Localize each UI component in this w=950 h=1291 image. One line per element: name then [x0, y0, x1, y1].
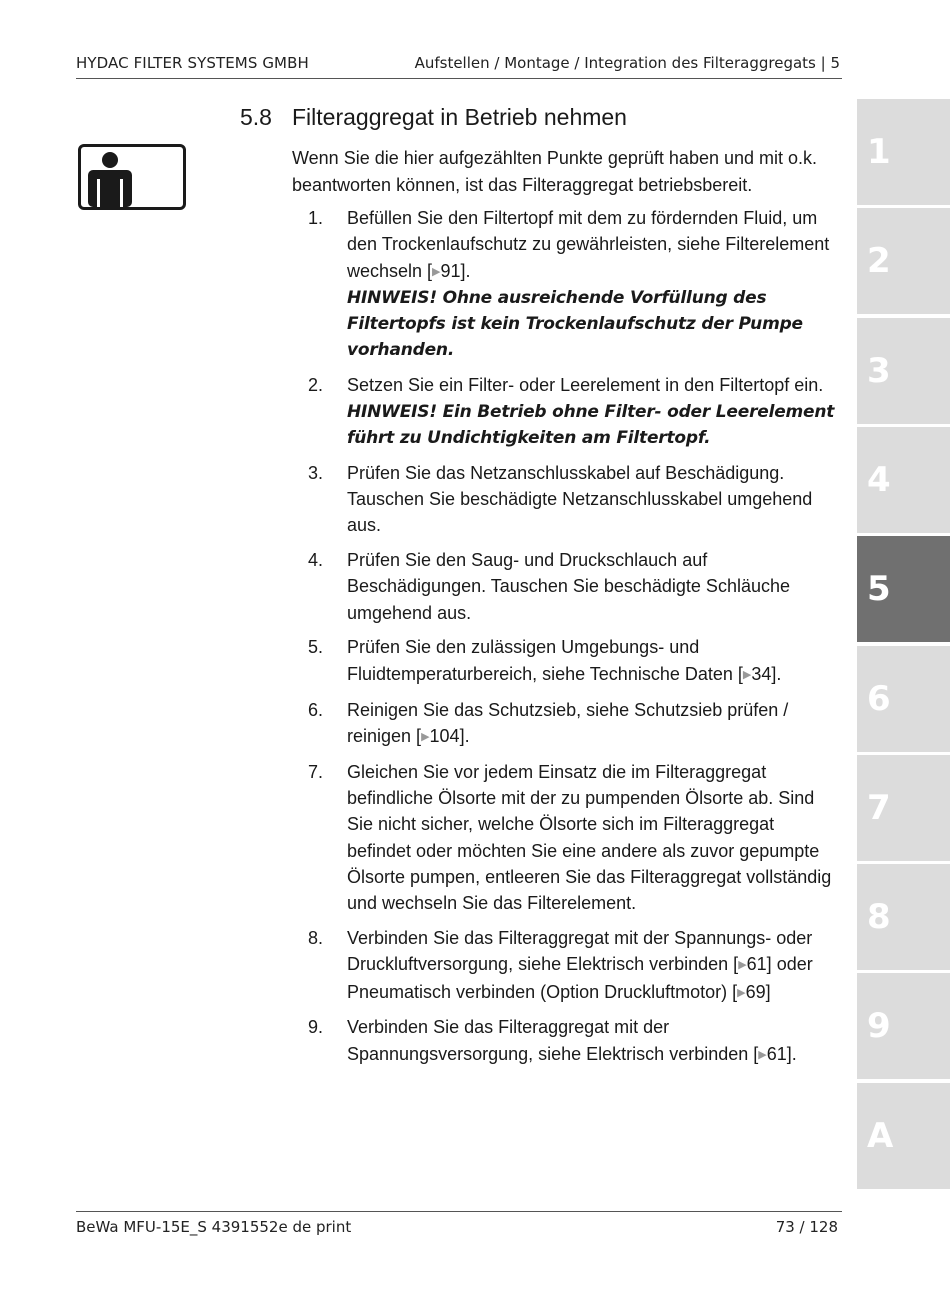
text-segment: oder Pneumatisch verbinden (Option Druckluftmotor) [ — [347, 954, 813, 1002]
warning-note: HINWEIS! Ohne ausreichende Vorfüllung des Filtertopfs ist kein Trockenlaufschutz der Pumpe vorhanden. — [347, 287, 803, 361]
text-segment: Gleichen Sie vor jedem Einsatz die im Filteraggregat befindliche Ölsorte mit der zu pumpenden Ölsorte ab. Sind Sie nicht sicher, welche Ölsorte sich im Filteraggregat befindet oder möchten Sie eine andere als zuvor gepumpte Ölsorte pumpen, entleeren Sie das Filteraggregat vollständig und wechseln Sie das Filterelement. — [347, 761, 832, 914]
cross-reference-link[interactable]: 69] — [745, 981, 771, 1002]
cross-reference-link[interactable]: 61] — [746, 954, 772, 975]
text-segment: Prüfen Sie den zulässigen Umgebungs- und Fluidtemperaturbereich, siehe Technische Daten [ — [347, 637, 743, 684]
list-item-number: 1. — [308, 208, 324, 228]
list-item — [308, 1014, 843, 1068]
list-item-text — [347, 1014, 843, 1068]
list-item-text — [347, 634, 843, 688]
list-item — [308, 547, 843, 626]
cross-reference-link[interactable]: 91] — [440, 260, 466, 281]
list-item — [308, 634, 843, 688]
list-item-text — [347, 205, 843, 285]
header-company: HYDAC FILTER SYSTEMS GMBH — [76, 54, 309, 72]
warning-note: HINWEIS! Ein Betrieb ohne Filter- oder Leerelement führt zu Undichtigkeiten am Filtertopf. — [347, 401, 835, 448]
qualified-person-icon — [78, 144, 186, 210]
chapter-tab-5[interactable]: 5 — [857, 536, 950, 642]
cross-reference-arrow-icon: ▶ — [742, 668, 752, 681]
list-item-text — [347, 547, 843, 626]
chapter-tab-3[interactable]: 3 — [857, 318, 950, 424]
list-item — [308, 205, 843, 364]
steps-list — [308, 205, 843, 1076]
text-segment: Reinigen Sie das Schutzsieb, siehe Schutzsieb prüfen / reinigen [ — [347, 699, 789, 746]
list-item-number: 9. — [308, 1017, 324, 1038]
chapter-tab-4[interactable]: 4 — [857, 427, 950, 533]
chapter-tab-1[interactable]: 1 — [857, 99, 950, 205]
list-item-text — [347, 925, 843, 1006]
cross-reference-link[interactable]: 61] — [766, 1043, 792, 1064]
list-item-text — [347, 372, 843, 398]
header-chapter: Aufstellen / Montage / Integration des Filteraggregats | 5 — [414, 54, 840, 72]
cross-reference-arrow-icon: ▶ — [738, 959, 747, 972]
cross-reference-arrow-icon: ▶ — [737, 986, 746, 999]
text-segment: Prüfen Sie den Saug- und Druckschlauch auf Beschädigungen. Tauschen Sie beschädigte Schläuche umgehend aus. — [347, 550, 790, 623]
list-item — [308, 460, 843, 539]
list-item-number: 2. — [308, 375, 324, 396]
chapter-tab-6[interactable]: 6 — [857, 646, 950, 752]
page-header — [76, 52, 842, 79]
list-item-number: 4. — [308, 550, 324, 571]
page-footer — [76, 1211, 842, 1242]
section-heading — [240, 104, 627, 131]
chapter-tab-8[interactable]: 8 — [857, 864, 950, 970]
list-item-number: 5. — [308, 637, 324, 658]
cross-reference-link[interactable]: 34] — [751, 663, 777, 684]
text-segment: Verbinden Sie das Filteraggregat mit der Spannungs- oder Druckluftversorgung, siehe Elektrisch verbinden [ — [347, 927, 813, 975]
list-item-text — [347, 759, 843, 917]
text-segment: Befüllen Sie den Filtertopf mit dem zu fördernden Fluid, um den Trockenlaufschutz zu gewährleisten, siehe Filterelement wechseln [ — [347, 208, 830, 281]
list-item — [308, 925, 843, 1006]
chapter-tab-a[interactable]: A — [857, 1083, 950, 1189]
list-item-text — [347, 697, 843, 751]
chapter-tab-7[interactable]: 7 — [857, 755, 950, 861]
list-item-number: 3. — [308, 462, 324, 483]
list-item — [308, 697, 843, 751]
text-segment: . — [465, 260, 471, 281]
text-segment: Prüfen Sie das Netzanschlusskabel auf Beschädigung. Tauschen Sie beschädigte Netzanschlusskabel umgehend aus. — [347, 462, 813, 536]
list-item — [308, 372, 843, 451]
chapter-tab-2[interactable]: 2 — [857, 208, 950, 314]
list-item-number: 7. — [308, 761, 324, 782]
person-icon — [81, 147, 183, 207]
page-number: 73 / 128 — [775, 1218, 838, 1236]
cross-reference-link[interactable]: 104] — [429, 725, 465, 746]
list-item-text — [347, 460, 843, 539]
cross-reference-arrow-icon: ▶ — [421, 730, 430, 743]
text-segment: . — [464, 725, 470, 746]
section-title: Filteraggregat in Betrieb nehmen — [292, 104, 627, 130]
list-item — [308, 759, 843, 917]
list-item-number: 8. — [308, 927, 324, 948]
section-number: 5.8 — [240, 104, 272, 130]
cross-reference-arrow-icon: ▶ — [758, 1048, 767, 1061]
text-segment: Verbinden Sie das Filteraggregat mit der Spannungsversorgung, siehe Elektrisch verbinden [ — [347, 1017, 759, 1064]
footer-document: BeWa MFU-15E_S 4391552e de print — [76, 1218, 352, 1236]
intro-paragraph: Wenn Sie die hier aufgezählten Punkte geprüft haben und mit o.k. beantworten können, ist das Filteraggregat betriebsbereit. — [292, 148, 818, 195]
text-segment: . — [791, 1043, 797, 1064]
cross-reference-arrow-icon: ▶ — [432, 265, 441, 278]
list-item-number: 6. — [308, 699, 324, 720]
text-segment: . — [776, 663, 782, 684]
text-segment: Setzen Sie ein Filter- oder Leerelement in den Filtertopf ein. — [347, 375, 824, 396]
chapter-tab-9[interactable]: 9 — [857, 973, 950, 1079]
